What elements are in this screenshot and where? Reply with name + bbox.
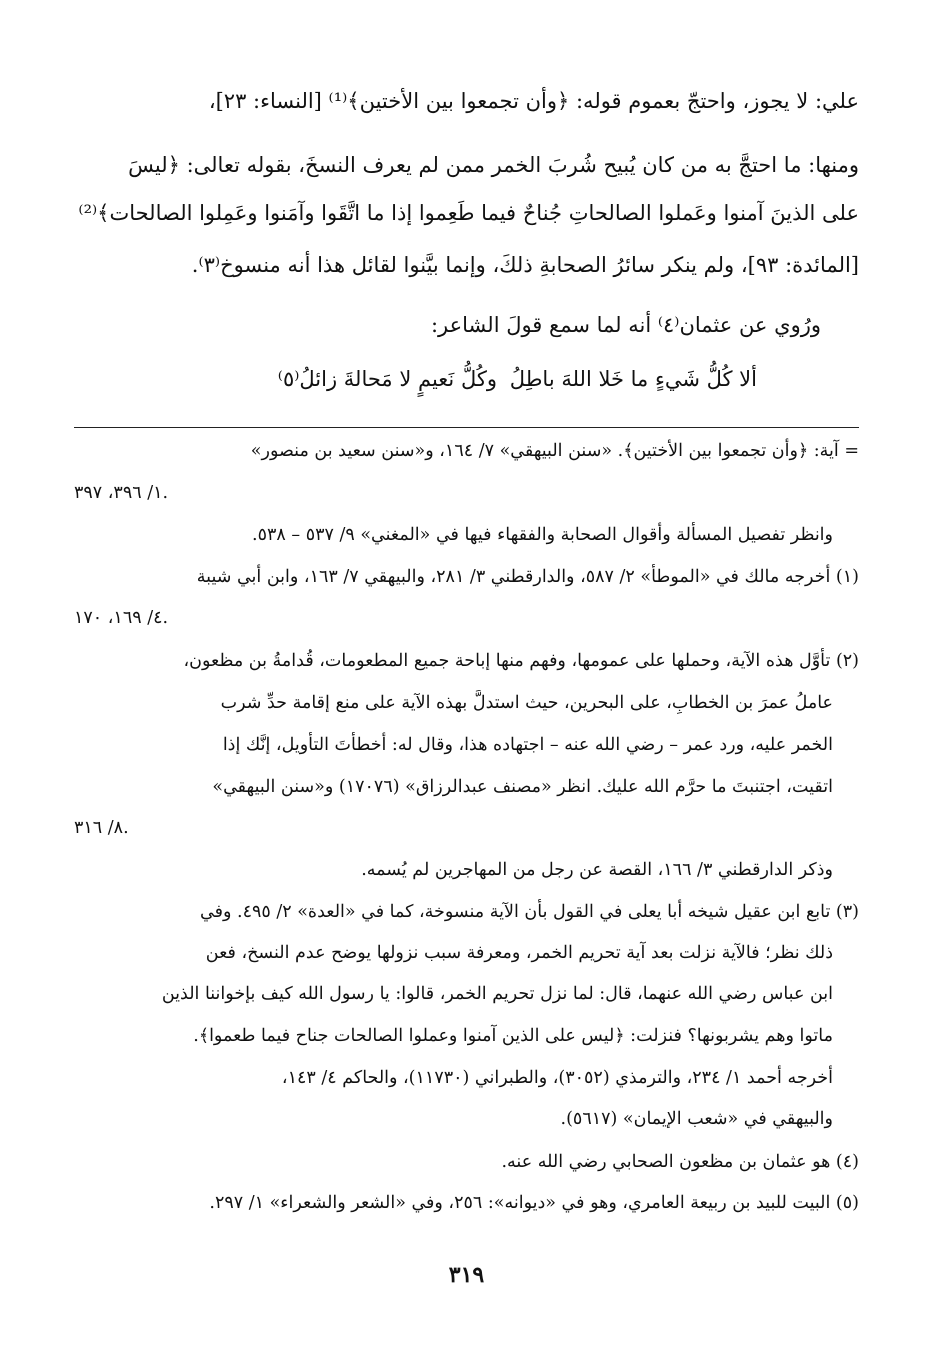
footnote-line-18: (٤) هو عثمان بن مظعون الصحابي رضي الله عنه.: [501, 1152, 859, 1172]
footnote-line-15: ماتوا وهم يشربونها؟ فنزلت: ﴿ليس على الذين آمنوا وعملوا الصالحات جناح فيما طعموا﴾.: [193, 1026, 833, 1046]
verse-second-half: وكُلُّ نَعيمٍ لا مَحالةَ زائلُ⁽٥⁾: [277, 367, 497, 391]
footnote-line-7: عاملُ عمرَ بن الخطابِ، على البحرين، حيث استدلَّ بهذه الآية على منع إقامة حدِّ شرب: [220, 693, 833, 713]
body-line-2: ومنها: ما احتجَّ به من كان يُبيح شُربَ الخمر ممن لم يعرف النسخَ، بقوله تعالى: ﴿ليسَ: [128, 153, 859, 177]
footnote-line-12: (٣) تابع ابن عقيل شيخه أبا يعلى في القول بأن الآية منسوخة، كما في «العدة» ٢/ ٤٩٥. وفي: [200, 902, 859, 922]
body-line-4: [المائدة: ٩٣]، ولم ينكر سائرُ الصحابةِ ذلكَ، وإنما بيَّنوا لقائل هذا أنه منسوخ⁽٣⁾.: [191, 253, 859, 277]
footnote-line-13: ذلك نظر؛ فالآية نزلت بعد آية تحريم الخمر، ومعرفة سبب نزولها يوضح عدم النسخ، فعن: [205, 943, 833, 963]
footnote-line-6: (٢) تأوَّل هذه الآية، وحملها على عمومها، وفهم منها إباحة جميع المطعومات، قُدامةُ بن مظعون،: [183, 651, 859, 671]
footnote-separator: [74, 427, 859, 428]
footnote-line-17: والبيهقي في «شعب الإيمان» (٥٦١٧).: [560, 1109, 833, 1129]
footnote-line-5: ٤/ ١٦٩، ١٧٠.: [74, 608, 169, 628]
body-line-5: ورُوي عن عثمان⁽٤⁾ أنه لما سمع قولَ الشاعر:: [430, 313, 821, 337]
page-number: ٣١٩: [448, 1262, 485, 1288]
body-line-1: علي: لا يجوز، واحتجّ بعموم قوله: ﴿وأن تجمعوا بين الأختين﴾⁽¹⁾ [النساء: ٢٣]،: [208, 89, 859, 113]
footnote-line-10: ٨/ ٣١٦.: [74, 818, 129, 838]
footnote-line-16: أخرجه أحمد ١/ ٢٣٤، والترمذي (٣٠٥٢)، والطبراني (١١٧٣٠)، والحاكم ٤/ ١٤٣،: [281, 1068, 833, 1088]
verse-first-half: ألا كُلُّ شَيءٍ ما خَلا اللهَ باطِلُ: [509, 367, 757, 391]
footnote-line-19: (٥) البيت للبيد بن ربيعة العامري، وهو في «ديوانه»: ٢٥٦، وفي «الشعر والشعراء» ١/ ٢٩٧.: [209, 1193, 859, 1213]
footnote-line-14: ابن عباس رضي الله عنهما، قال: لما نزل تحريم الخمر، قالوا: يا رسول الله كيف بإخواننا الذين: [161, 984, 833, 1004]
body-line-3: على الذينَ آمنوا وعَملوا الصالحاتِ جُناحٌ فيما طَعِموا إذا ما اتَّقَوا وآمَنوا وعَمِلوا الصالحات﴾⁽²⁾: [78, 201, 859, 225]
footnote-line-8: الخمر عليه، ورد عمر – رضي الله عنه – اجتهاده هذا، وقال له: أخطأتَ التأويل، إنَّك إذا: [222, 735, 833, 755]
footnote-line-1: = آية: ﴿وأن تجمعوا بين الأختين﴾. «سنن البيهقي» ٧/ ١٦٤، و«سنن سعيد بن منصور»: [250, 441, 859, 461]
footnote-line-2: ١/ ٣٩٦، ٣٩٧.: [74, 483, 169, 503]
footnote-line-3: وانظر تفصيل المسألة وأقوال الصحابة والفقهاء فيها في «المغني» ٩/ ٥٣٧ – ٥٣٨.: [252, 525, 833, 545]
footnote-line-4: (١) أخرجه مالك في «الموطأ» ٢/ ٥٨٧، والدارقطني ٣/ ٢٨١، والبيهقي ٧/ ١٦٣، وابن أبي شيبة: [196, 567, 859, 587]
footnote-line-11: وذكر الدارقطني ٣/ ١٦٦، القصة عن رجل من المهاجرين لم يُسمه.: [361, 860, 833, 880]
footnote-line-9: اتقيت، اجتنبتَ ما حرَّم الله عليك. انظر «مصنف عبدالرزاق» (١٧٠٧٦) و«سنن البيهقي»: [212, 777, 833, 797]
